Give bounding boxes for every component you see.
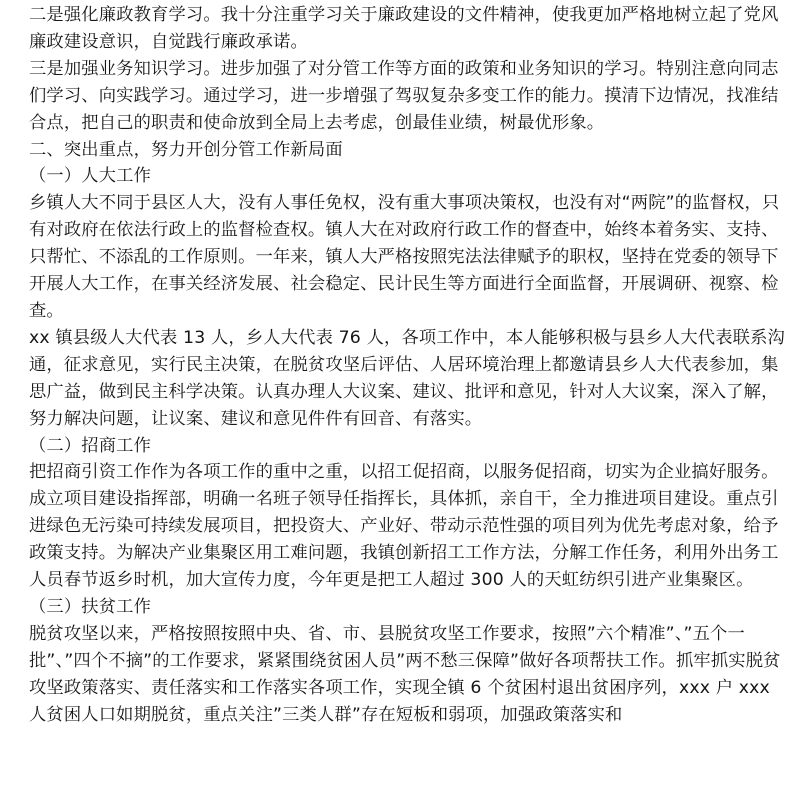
subheading-investment-work: （二）招商工作 bbox=[29, 435, 152, 456]
paragraph-integrity-study: 二是强化廉政教育学习。我十分注重学习关于廉政建设的文件精神，使我更加严格地树立起了党风廉政建设意识，自觉践行廉政承诺。 bbox=[29, 5, 779, 52]
paragraph-business-study: 三是加强业务知识学习。进步加强了对分管工作等方面的政策和业务知识的学习。特别注意向同志们学习、向实践学习。通过学习，进一步增强了驾驭复杂多变工作的能力。摸清下边情况，找准结合点，把自己的职责和使命放到全局上去考虑，创最佳业绩，树最优形象。 bbox=[29, 58, 779, 133]
paragraph-npc-supervision: 乡镇人大不同于县区人大，没有人事任免权，没有重大事项决策权，也没有对“两院”的监督权，只有对政府在依法行政上的监督检查权。镇人大在对政府行政工作的督查中，始终本着务实、支持、只帮忙、不添乱的工作原则。一年来，镇人大严格按照宪法法律赋予的职权，坚持在党委的领导下开展人大工作，在事关经济发展、社会稳定、民计民生等方面进行全面监督，开展调研、视察、检查。 bbox=[29, 193, 780, 321]
paragraph-poverty: 脱贫攻坚以来，严格按照按照中央、省、市、县脱贫攻坚工作要求，按照”六个精准”、”五个一批”、”四个不摘”的工作要求，紧紧围绕贫困人员”两不愁三保障”做好各项帮扶工作。抓牢抓实脱贫攻坚政策落实、责任落实和工作落实各项工作，实现全镇 6 个贫困村退出贫困序列，xxx 户 xxx 人贫困人口如期脱贫，重点关注”三类人群”存在短板和弱项，加强政策落实和 bbox=[29, 623, 781, 725]
subheading-npc-work: （一）人大工作 bbox=[29, 166, 152, 187]
paragraph-npc-deputies: xx 镇县级人大代表 13 人，乡人大代表 76 人，各项工作中，本人能够积极与县乡人大代表联系沟通，征求意见，实行民主决策，在脱贫攻坚后评估、人居环境治理上都邀请县乡人大代表参加，集思广益，做到民主科学决策。认真办理人大议案、建议、批评和意见，针对人大议案，深入了解，努力解决问题，让议案、建议和意见件件有回音、有落实。 bbox=[29, 327, 785, 429]
paragraph-investment: 把招商引资工作作为各项工作的重中之重，以招工促招商，以服务促招商，切实为企业搞好服务。成立项目建设指挥部，明确一名班子领导任指挥长，具体抓，亲自干，全力推进项目建设。重点引进绿色无污染可持续发展项目，把投资大、产业好、带动示范性强的项目列为优先考虑对象，给予政策支持。为解决产业集聚区用工难问题，我镇创新招工工作方法，分解工作任务，利用外出务工人员春节返乡时机，加大宣传力度，今年更是把工人超过 300 人的天虹纺织引进产业集聚区。 bbox=[29, 462, 779, 591]
section-heading: 二、突出重点，努力开创分管工作新局面 bbox=[29, 139, 343, 160]
subheading-poverty-work: （三）扶贫工作 bbox=[29, 596, 152, 617]
